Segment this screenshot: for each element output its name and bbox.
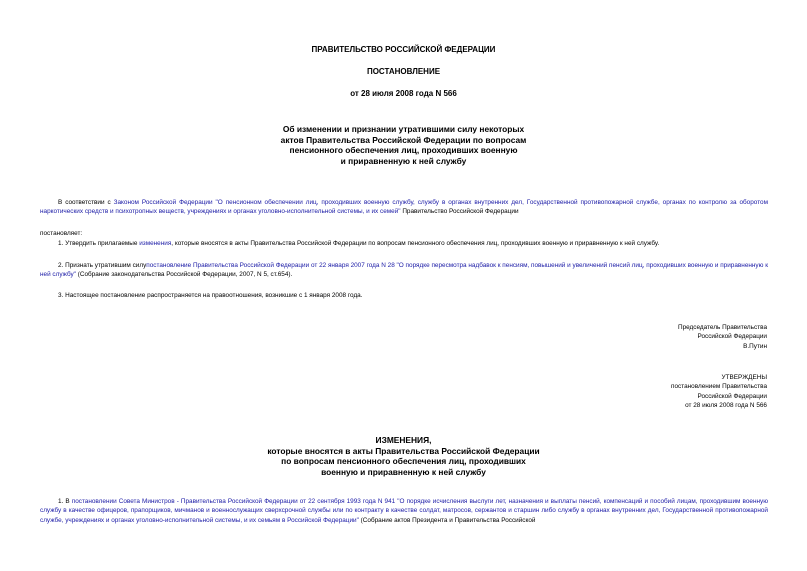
- title-line: и приравненную к ней службу: [340, 155, 467, 166]
- changes-title-line: военную и приравненную к ней службу: [321, 466, 486, 477]
- date-number-heading: от 28 июля 2008 года N 566: [350, 89, 457, 98]
- preamble-paragraph: [40, 198, 768, 217]
- changes-title-line: ИЗМЕНЕНИЯ,: [375, 435, 432, 445]
- title-line: актов Правительства Российской Федерации по вопросам: [280, 134, 527, 145]
- approved-line: от 28 июля 2008 года N 566: [685, 402, 767, 410]
- item-1-suffix: , которые вносятся в акты Правительства Российской Федерации по вопросам пенсионного обеспечения лиц, проходивших военную и приравненную к ней службу.: [171, 240, 660, 247]
- signature-block: [467, 323, 767, 351]
- item-2-prefix: 2. Признать утратившим силу: [58, 262, 147, 269]
- government-heading: ПРАВИТЕЛЬСТВО РОССИЙСКОЙ ФЕДЕРАЦИИ: [311, 45, 496, 54]
- approved-block: [467, 373, 767, 411]
- resolution-941-link[interactable]: постановлении Совета Министров - Правительства Российской Федерации от 22 сентября 1993 года N 941 "О порядке исчисления выслуги лет, назначения и выплаты пенсий, компенсаций и пособий лицам, проходившим военную службу в качестве офицеров, прапорщиков, мичманов и военнослужащих сверхсрочной службы или по контракту в качестве солдат, матросов, сержантов и старшин либо службу в органах внутренних дел, Государственной противопожарной службе, учреждениях и органах уголовно-исполнительной системы, и их семьям в Российской Федерации": [40, 498, 768, 524]
- document-title: [0, 124, 807, 166]
- resolves-text: постановляет:: [40, 230, 83, 237]
- repealed-resolution-link[interactable]: постановление Правительства Российской Федерации от 22 января 2007 года N 28 "О порядке пересмотра надбавок к пенсиям, повышений и увеличений пенсий лиц, проходивших военную и приравненную к ней службу": [40, 262, 769, 279]
- change-1-suffix: (Собрание актов Президента и Правительства Российской: [358, 516, 536, 524]
- signature-line: Председатель Правительства: [678, 324, 767, 331]
- approved-line: постановлением Правительства: [671, 383, 767, 391]
- item-1-paragraph: [40, 239, 768, 248]
- law-link[interactable]: Законом Российской Федерации: [113, 199, 213, 206]
- item-3-text: 3. Настоящее постановление распространяется на правоотношения, возникшие с 1 января 2008 года.: [58, 292, 363, 299]
- change-1-paragraph: [40, 497, 768, 525]
- preamble-prefix: В соответствии с: [58, 199, 114, 206]
- changes-title-line: по вопросам пенсионного обеспечения лиц, проходивших: [281, 456, 526, 467]
- law-title-link[interactable]: "О пенсионном обеспечении лиц, проходивших военную службу, службу в органах внутренних дел, Государственной противопожарной службе, органах по контролю за оборотом наркотических средств и психотропных веществ, учреждениях и органах уголовно-исполнительной системы, и их семей": [40, 199, 768, 216]
- changes-title: [0, 435, 807, 477]
- signature-line: Российской Федерации: [697, 333, 767, 341]
- changes-title-line: которые вносятся в акты Правительства Российской Федерации: [267, 445, 540, 456]
- doc-type-heading: ПОСТАНОВЛЕНИЕ: [366, 67, 441, 76]
- approved-line: Российской Федерации: [697, 392, 767, 400]
- item-2-paragraph: [40, 261, 768, 280]
- preamble-suffix: Правительство Российской Федерации: [400, 208, 519, 216]
- signature-name: В.Путин: [743, 342, 767, 350]
- changes-link[interactable]: изменения: [139, 240, 172, 247]
- approved-heading: УТВЕРЖДЕНЫ: [721, 374, 767, 381]
- item-3-paragraph: [40, 291, 768, 300]
- title-line: Об изменении и признании утратившими силу некоторых: [282, 124, 525, 134]
- title-line: пенсионного обеспечения лиц, проходивших военную: [289, 145, 518, 156]
- item-1-prefix: 1. Утвердить прилагаемые: [58, 240, 140, 247]
- change-1-prefix: 1. В: [58, 498, 72, 505]
- item-2-suffix: (Собрание законодательства Российской Федерации, 2007, N 5, ст.654).: [75, 271, 293, 279]
